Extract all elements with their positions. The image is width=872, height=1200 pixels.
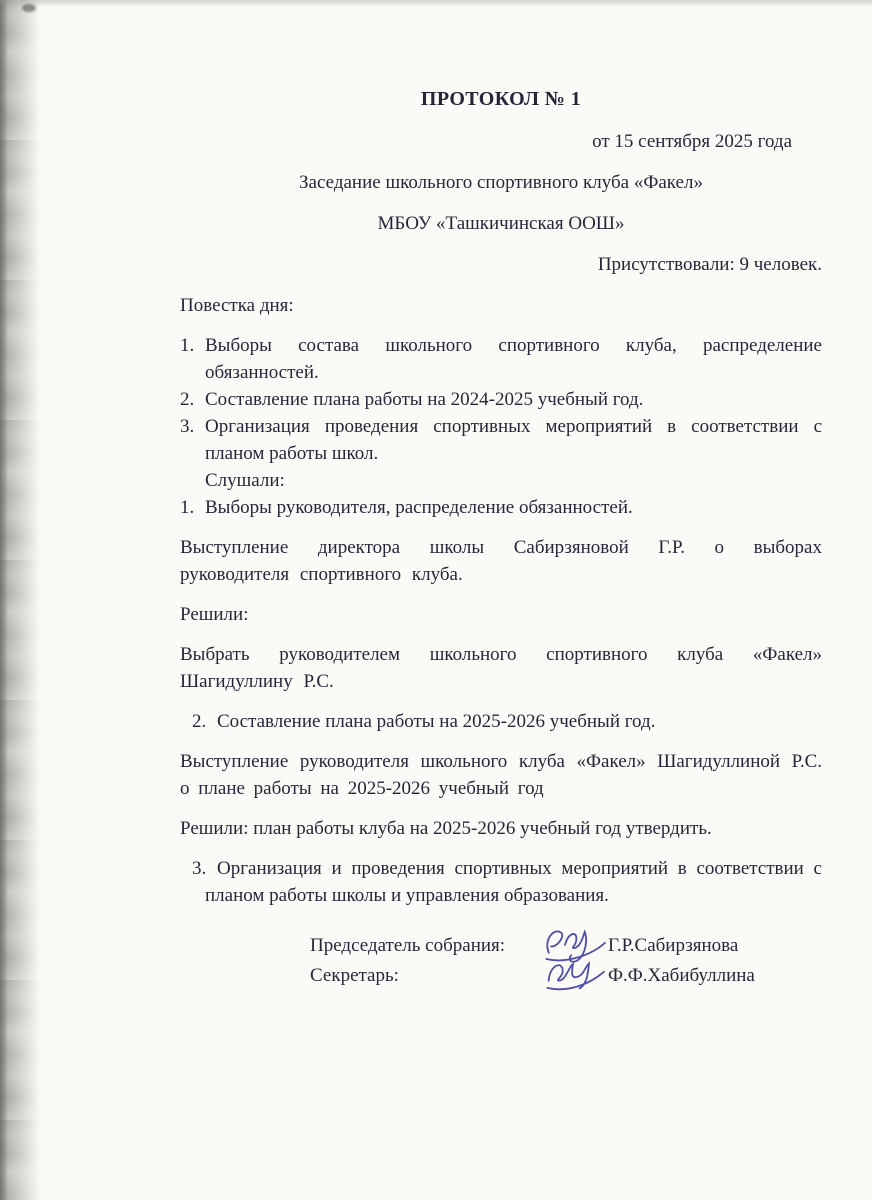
school-name-line: МБОУ «Ташкичинская ООШ» xyxy=(377,213,625,234)
document-title: ПРОТОКОЛ № 1 xyxy=(420,88,582,110)
agenda-item-1 xyxy=(180,332,822,386)
question-item-2-number: 2. xyxy=(192,711,207,732)
agenda-item-3-number: 3. xyxy=(180,416,195,437)
resolved-line-2: Решили: план работы клуба на 2025-2026 учебный год утвердить. xyxy=(180,818,712,839)
agenda-list xyxy=(180,332,822,467)
chairman-role-label: Председатель собрания: xyxy=(310,934,506,956)
meeting-title-line: Заседание школьного спортивного клуба «Факел» xyxy=(299,172,703,193)
document-content xyxy=(180,86,822,990)
agenda-item-2-text: Составление плана работы на 2024-2025 учебный год. xyxy=(205,389,644,410)
agenda-item-1-text: Выборы состава школьного спортивного клуба, распределение обязанностей. xyxy=(205,335,822,383)
resolved-text-1: Выбрать руководителем школьного спортивного клуба «Факел» Шагидуллину Р.С. xyxy=(180,644,822,692)
agenda-item-2 xyxy=(180,386,822,413)
secretary-signature-row xyxy=(310,960,822,990)
agenda-item-3 xyxy=(180,413,822,467)
agenda-item-1-number: 1. xyxy=(180,335,195,356)
secretary-signature-icon xyxy=(540,960,608,990)
agenda-item-3-text: Организация проведения спортивных мероприятий в соответствии с планом работы школ. xyxy=(205,416,822,464)
heard-heading: Слушали: xyxy=(205,470,285,491)
date-line: от 15 сентября 2025 года xyxy=(592,131,792,152)
question-item-3-number: 3. xyxy=(192,858,207,879)
speech-paragraph-1: Выступление директора школы Сабирзяновой Г.Р. о выборах руководителя спортивного клуба. xyxy=(180,537,822,585)
scan-top-edge-artifact xyxy=(0,0,872,7)
secretary-name: Ф.Ф.Хабибуллина xyxy=(608,964,755,986)
signature-block xyxy=(310,930,822,990)
scan-edge-dark-strip xyxy=(0,0,7,1200)
heard-item xyxy=(180,494,822,521)
question-item-3-text: Организация и проведения спортивных мероприятий в соответствии с планом работы школы и управления образования. xyxy=(205,858,822,906)
secretary-role-label: Секретарь: xyxy=(310,964,399,986)
question-item-2-text: Составление плана работы на 2025-2026 учебный год. xyxy=(217,711,656,732)
heard-item-number: 1. xyxy=(180,497,195,518)
question-item-3 xyxy=(180,855,822,909)
speech-paragraph-2: Выступление руководителя школьного клуба «Факел» Шагидуллиной Р.С. о плане работы на 2025-2026 учебный год xyxy=(180,751,822,799)
attendees-line: Присутствовали: 9 человек. xyxy=(597,254,822,275)
heard-item-text: Выборы руководителя, распределение обязанностей. xyxy=(205,497,633,518)
chairman-name: Г.Р.Сабирзянова xyxy=(608,934,739,956)
resolved-heading-1: Решили: xyxy=(180,604,249,625)
scan-corner-blot xyxy=(22,4,36,12)
agenda-item-2-number: 2. xyxy=(180,389,195,410)
agenda-heading: Повестка дня: xyxy=(180,295,294,316)
question-item-2 xyxy=(180,708,822,735)
